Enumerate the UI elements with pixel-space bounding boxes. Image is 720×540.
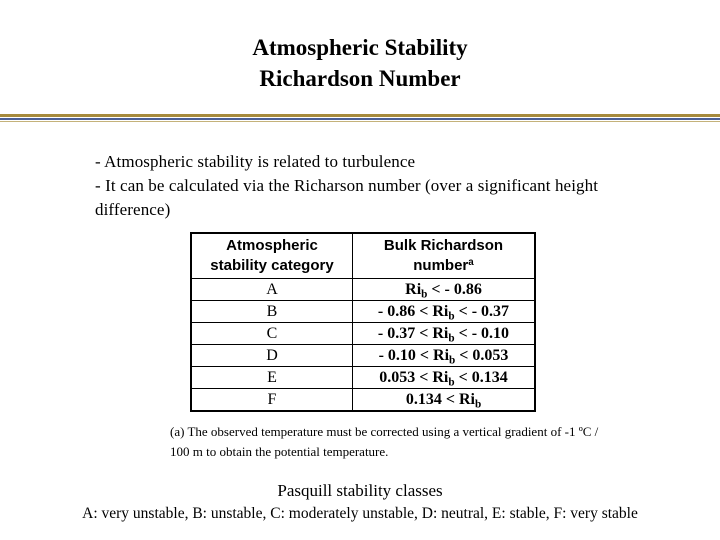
range-prefix: - 0.10 <	[378, 346, 434, 364]
ri-symbol: Ri	[432, 302, 449, 320]
ri-subscript: b	[448, 309, 455, 322]
ri-symbol: Ri	[458, 390, 475, 408]
ri-subscript: b	[448, 331, 455, 344]
title-line-2: Richardson Number	[259, 66, 461, 91]
stability-table	[190, 232, 536, 412]
ri-subscript: b	[449, 353, 456, 366]
stability-category-cell: F	[191, 389, 353, 412]
slide-title	[0, 32, 720, 94]
range-suffix: < 0.134	[454, 368, 508, 386]
ri-symbol: Ri	[405, 280, 422, 298]
richardson-range-cell	[353, 389, 536, 412]
richardson-range-cell	[353, 367, 536, 389]
range-prefix: 0.053 <	[379, 368, 433, 386]
ri-symbol: Ri	[432, 324, 449, 342]
header-value	[353, 233, 536, 279]
range-suffix: < - 0.86	[427, 280, 482, 298]
range-prefix: - 0.37 <	[377, 324, 433, 342]
pasquill-description: A: very unstable, B: unstable, C: moderately unstable, D: neutral, E: stable, F: very stable	[82, 505, 638, 522]
stability-category-cell: C	[191, 323, 353, 345]
range-suffix: < - 0.10	[454, 324, 510, 342]
stability-category-cell: A	[191, 279, 353, 301]
divider-gold	[0, 114, 720, 117]
table-row	[191, 367, 535, 389]
ri-symbol: Ri	[432, 368, 449, 386]
ri-subscript: b	[421, 287, 428, 300]
richardson-range-cell	[353, 345, 536, 367]
header-category: Atmospheric stability category	[191, 233, 353, 279]
bullet-item: - It can be calculated via the Richarson number (over a significant height difference)	[95, 176, 599, 219]
stability-category-cell: B	[191, 301, 353, 323]
stability-category-cell: D	[191, 345, 353, 367]
richardson-range-cell	[353, 279, 536, 301]
table-header-row	[191, 233, 535, 279]
footnote: (a) The observed temperature must be corrected using a vertical gradient of -1 ºC / 100 m to obtain the potential temperature.	[170, 424, 599, 459]
range-prefix: 0.134 <	[405, 390, 459, 408]
richardson-range-cell	[353, 323, 536, 345]
table-row	[191, 323, 535, 345]
pasquill-title: Pasquill stability classes	[277, 481, 443, 500]
range-prefix: - 0.86 <	[377, 302, 433, 320]
header-value-text: Bulk Richardson number	[383, 237, 504, 274]
range-suffix: < 0.053	[455, 346, 509, 364]
table-row	[191, 345, 535, 367]
title-line-1: Atmospheric Stability	[252, 35, 468, 60]
table-row	[191, 301, 535, 323]
table-row	[191, 389, 535, 412]
header-value-sup: a	[468, 257, 474, 269]
ri-subscript: b	[448, 375, 455, 388]
divider-blue	[0, 118, 720, 120]
divider-light	[0, 121, 720, 122]
table-row	[191, 279, 535, 301]
richardson-range-cell	[353, 301, 536, 323]
bullet-list	[95, 150, 655, 222]
ri-subscript: b	[474, 397, 482, 410]
bullet-item: - Atmospheric stability is related to turbulence	[95, 152, 416, 171]
ri-symbol: Ri	[433, 346, 450, 364]
stability-category-cell: E	[191, 367, 353, 389]
range-suffix: < - 0.37	[454, 302, 510, 320]
